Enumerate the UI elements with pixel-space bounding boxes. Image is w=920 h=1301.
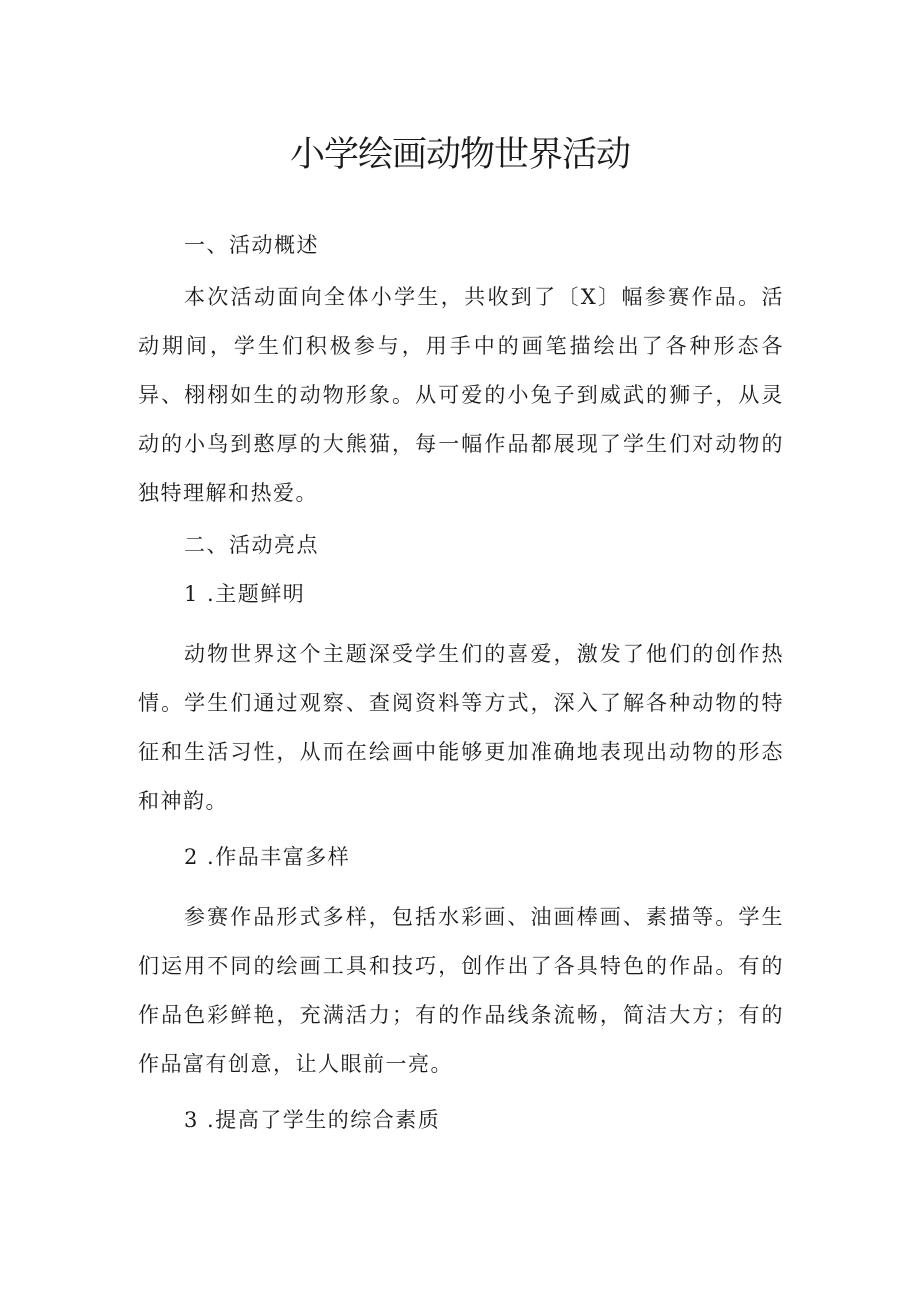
subsection-heading-theme: 1 .主题鲜明	[184, 582, 306, 606]
theme-paragraph: 动物世界这个主题深受学生们的喜爱，激发了他们的创作热情。学生们通过观察、查阅资料等方式，深入了解各种动物的特征和生活习性，从而在绘画中能够更加准确地表现出动物的形态和神韵。	[138, 642, 784, 813]
overview-paragraph: 本次活动面向全体小学生，共收到了〔X〕幅参赛作品。活动期间，学生们积极参与，用手中的画笔描绘出了各种形态各异、栩栩如生的动物形象。从可爱的小兔子到威武的狮子，从灵动的小鸟到憨厚的大熊猫，每一幅作品都展现了学生们对动物的独特理解和热爱。	[138, 285, 784, 505]
section-heading-overview: 一、活动概述	[184, 233, 319, 257]
subsection-heading-quality: 3 .提高了学生的综合素质	[184, 1108, 441, 1132]
works-paragraph: 参赛作品形式多样，包括水彩画、油画棒画、素描等。学生们运用不同的绘画工具和技巧，创作出了各具特色的作品。有的作品色彩鲜艳，充满活力；有的作品线条流畅，简洁大方；有的作品富有创意，让人眼前一亮。	[138, 905, 784, 1076]
document-body	[138, 225, 784, 1140]
subsection-heading-works: 2 .作品丰富多样	[184, 845, 351, 869]
section-heading-highlights: 二、活动亮点	[184, 533, 319, 557]
document-title: 小学绘画动物世界活动	[289, 135, 630, 175]
